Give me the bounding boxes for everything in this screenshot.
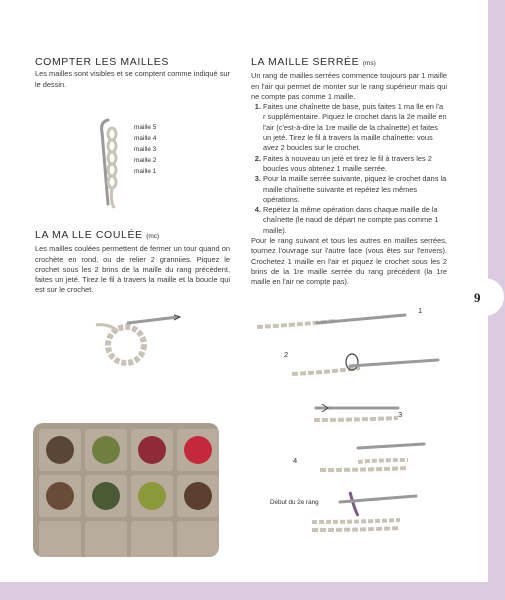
section-title-slip-stitch: LA MA LLE COULÉE (mc): [35, 229, 160, 241]
section-body-slip-stitch: Les mailles coulées permettent de fermer un tour quand on crochète en rond, ou de relier 2 granniies. Piquez le crochet sous les 2 brins de la maille du rang précédent, faites un jeté. Tirez le fil à travers la maille et la boucle qui est sur le crochet.: [35, 244, 230, 295]
page-number-tab: [466, 278, 504, 316]
step-diagram-label-1: 1: [418, 306, 423, 315]
left-column: [35, 57, 230, 90]
step-diagram-1: [255, 305, 415, 335]
second-row-label: Début du 2e rang: [270, 499, 319, 506]
step-3: 3. Pour la maille serrée suivante, piquez le crochet dans la maille chaînette suivante et repétez les mêmes opérations.: [263, 174, 447, 205]
step-4: 4. Repétez la même opération dans chaque maille de la chaînette (le naud de départ ne compte pas comme 1 maille).: [263, 205, 447, 236]
right-column: [251, 57, 447, 288]
section-title-single-crochet: LA MAILLE SERRÉE (ms): [251, 56, 376, 68]
step-diagram-4: [318, 440, 428, 480]
counting-label-3: maille 3: [134, 146, 157, 153]
step-2: 2. Faites à nouveau un jeté et tirez le fil à travers les 2 boucles vous obtenez 1 maille serrée.: [263, 154, 447, 175]
section-title-counting: COMPTER LES MAILLES: [35, 56, 169, 68]
step-diagram-label-3: 3: [398, 410, 403, 419]
page-number: 9: [474, 290, 481, 305]
counting-label-2: maille 2: [134, 157, 157, 164]
counting-label-4: maille 4: [134, 135, 157, 142]
step-diagram-label-4: 4: [293, 456, 298, 465]
single-crochet-intro: Un rang de mailles serrées commence toujours par 1 maille en l'air qui permet de monter sur le rang supérieur mais qui ne compte pas comme 1 maille.: [251, 71, 447, 101]
step-1: 1. Faites une chaînette de base, puis faites 1 ma lle en l'a r supplémentaire. Piquez le crochet dans la 2e maille en l'air (c'est-à-dire la 1re maille de la chaînette) et faites un jeté. Tirez le fil à travers la maille chaînette: vous avez 2 boucles sur le crochet.: [263, 102, 447, 153]
granny-squares-photo: [33, 423, 219, 557]
counting-label-1: maille 1: [134, 168, 157, 175]
left-column-section2: [35, 230, 230, 296]
step-diagram-3: [312, 398, 402, 428]
section-body-counting: Les mailles sont visibles et se comptent comme indiqué sur le dessin.: [35, 69, 230, 89]
counting-label-5: maille 5: [134, 124, 157, 131]
step-diagram-label-2: 2: [284, 350, 289, 359]
step-diagram-second-row: [310, 488, 420, 538]
slip-stitch-ring-diagram: [88, 305, 188, 375]
bottom-margin-band: [0, 582, 505, 600]
single-crochet-outro: Pour le rang suivant et tous les autres en mailles serrées, tournez l'ouvrage sur l'autre face (vous êtes sur l'envers). Crochetez 1 maille en l'air et piquez le crochet sous les 2 brins de la 1re maille serrée du rang précédent (la 1re maille en l'air ne compte pas).: [251, 236, 447, 287]
step-diagram-2: [290, 348, 440, 378]
